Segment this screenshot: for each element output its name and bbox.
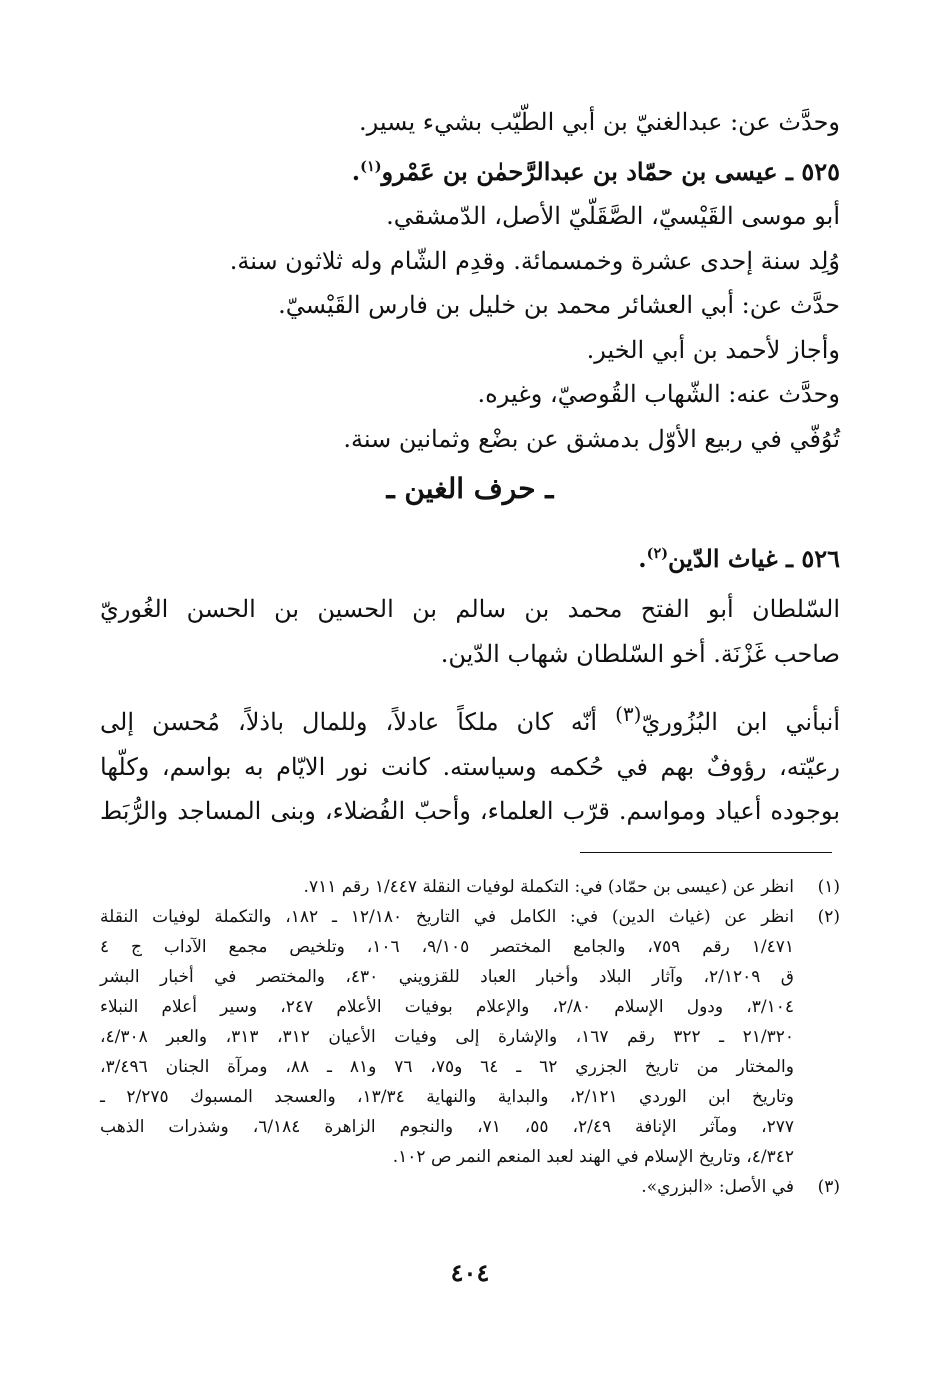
footnote-line: انظر عن (غياث الدين) في: الكامل في التاريخ ١٢/١٨٠ ـ ١٨٢، والتكملة لوفيات النقلة <box>100 907 794 927</box>
entry-heading-text: ٥٢٦ ـ غياث الدّين <box>668 543 840 573</box>
text-line: أبو موسى القَيْسيّ، الصَّقَلّيّ الأصل، الدّمشقي. <box>386 202 840 230</box>
footnotes <box>100 872 840 1202</box>
footnote-line: والمختار من تاريخ الجزري ٦٢ ـ ٦٤ و٧٥، ٧٦ و٨١ ـ ٨٨، ومرآة الجنان ٣/٤٩٦، <box>100 1057 794 1077</box>
paragraph <box>100 587 840 676</box>
footnote-text <box>100 1172 794 1202</box>
footnote <box>100 1172 840 1202</box>
section-title: ـ حرف الغين ـ <box>386 472 554 505</box>
paragraph-line: بوجوده أعياد ومواسم. قرّب العلماء، وأحبّ الفُضلاء، وبنى المساجد والرُّبَط <box>100 797 840 825</box>
text-line: وُلِد سنة إحدى عشرة وخمسمائة. وقدِم الشّام وله ثلاثون سنة. <box>229 246 840 275</box>
paragraph-text: أنّه كان ملكاً عادلاً، وللمال باذلاً، مُحسن إلى <box>100 708 616 736</box>
footnote-ref: (٢) <box>646 544 668 562</box>
footnote-divider <box>580 852 832 853</box>
footnote-line: ٢١/٣٢٠ ـ ٣٢٢ رقم ١٦٧، والإشارة إلى وفيات الأعيان ٣١٢، ٣١٣، والعبر ٤/٣٠٨، <box>100 1027 794 1047</box>
text-line: تُوُفّي في ربيع الأوّل بدمشق عن بضْع وثمانين سنة. <box>343 424 840 453</box>
footnote-ref: (١) <box>360 157 382 175</box>
text-line: حدَّث عن: أبي العشائر محمد بن خليل بن فارس القَيْسيّ. <box>278 291 840 319</box>
text-line: وحدَّث عنه: الشّهاب القُوصيّ، وغيره. <box>477 380 840 408</box>
paragraph <box>100 692 840 834</box>
heading-end: . <box>638 543 647 573</box>
footnote-ref: (٣) <box>615 702 642 726</box>
entry-heading-526 <box>100 532 840 582</box>
page-number: ٤٠٤ <box>450 1258 490 1287</box>
footnote <box>100 872 840 902</box>
footnote-line: ٤/٣٤٢، وتاريخ الإسلام في الهند لعبد المنعم النمر ص ١٠٢. <box>392 1147 794 1167</box>
footnote-line: ق ٢/١٢٠٩، وآثار البلاد وأخبار العباد للقزويني ٤٣٠، والمختصر في أخبار البشر <box>100 967 795 987</box>
paragraph-line <box>100 692 840 745</box>
footnote-line: ٣/١٠٤، ودول الإسلام ٢/٨٠، والإعلام بوفيات الأعلام ٢٤٧، وسير أعلام النبلاء <box>100 997 794 1017</box>
footnote-line: انظر عن (عيسى بن حمّاد) في: التكملة لوفيات النقلة ١/٤٤٧ رقم ٧١١. <box>303 877 794 897</box>
text-line: وأجاز لأحمد بن أبي الخير. <box>586 335 840 364</box>
footnote-text <box>100 902 794 1172</box>
footnote-text <box>100 872 794 902</box>
footnote <box>100 902 840 1172</box>
heading-end: . <box>351 156 361 186</box>
footnote-number: (٣) <box>817 1177 840 1197</box>
footnote-line: وتاريخ ابن الوردي ٢/١٢١، والبداية والنهاية ١٣/٣٤، والعسجد المسبوك ٢/٢٧٥ ـ <box>100 1087 795 1107</box>
footnote-line: ٢٧٧، ومآثر الإنافة ٢/٤٩، ٥٥، ٧١، والنجوم الزاهرة ٦/١٨٤، وشذرات الذهب <box>100 1117 795 1137</box>
footnote-number: (١) <box>817 877 840 897</box>
main-text <box>100 100 840 834</box>
paragraph-line: السّلطان أبو الفتح محمد بن سالم بن الحسين بن الحسن الغُوريّ <box>100 595 840 623</box>
paragraph-text: أنبأني ابن البُزُوريّ <box>641 708 841 736</box>
entry-heading-525 <box>100 145 840 195</box>
text-line: وحدَّث عن: عبدالغنيّ بن أبي الطّيّب بشيء يسير. <box>358 108 840 136</box>
footnote-number: (٢) <box>817 907 840 927</box>
entry-heading-text: ٥٢٥ ـ عيسى بن حمّاد بن عبدالرَّحمٰن بن عَمْرو <box>381 156 840 186</box>
paragraph-line: رعيّته، رؤوفٌ بهم في حُكمه وسياسته. كانت نور الايّام به بواسم، وكلّها <box>100 752 840 781</box>
footnote-line: في الأصل: «البزري». <box>641 1177 794 1197</box>
paragraph-line: صاحب غَزْنَة. أخو السّلطان شهاب الدّين. <box>440 639 840 668</box>
footnote-line: ١/٤٧١ رقم ٧٥٩، والجامع المختصر ٩/١٠٥، ١٠٦، وتلخيص مجمع الآداب ج ٤ <box>100 937 795 957</box>
